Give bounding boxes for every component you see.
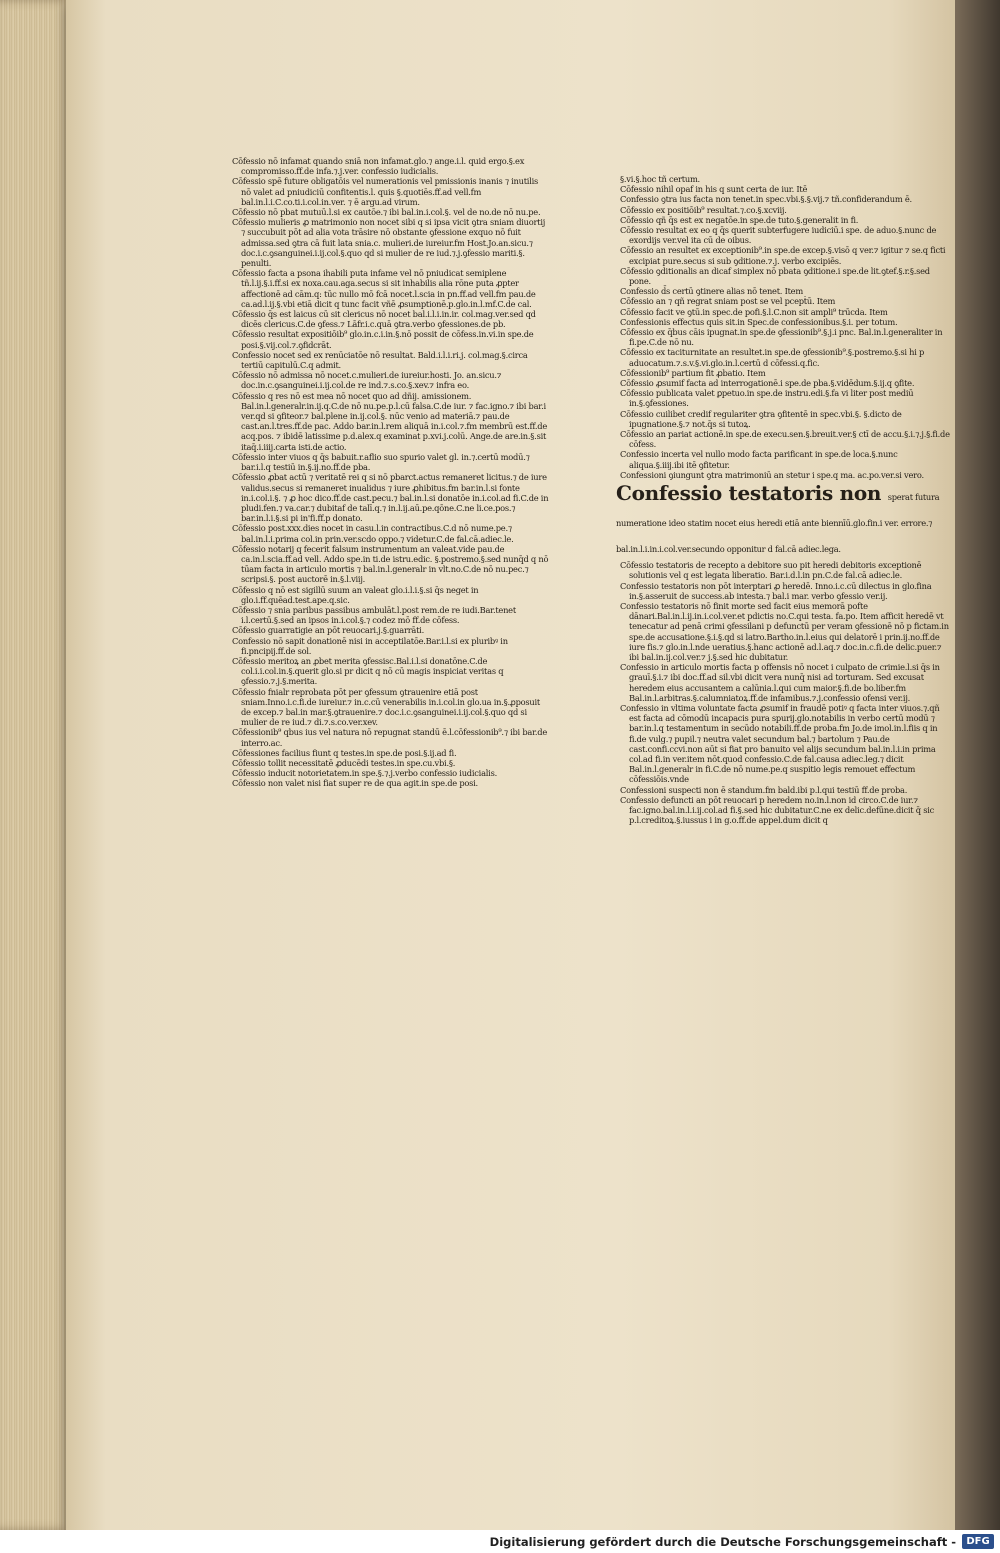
index-entry: Cōfessio ꝓbat actū ⁊ veritatē rei q si nō pbarct.actus remaneret licitus.⁊ de iure validus.secus si remaneret inualidus ⁊ iure ꝓhibitus.fm bar.in.l.si fonte in.i.col.i.§. ⁊ ꝓ hoc dico.ff.de cast.pecu.⁊ bal.in.l.si donatōe in.i.col.ad fi.C.de in pludi.fen.⁊ va.car.⁊ dubitaf de talī.q.⁊ in.l.ij.aū.pe.qōne.C.ne li.ce.pos.⁊ bar.in.l.i.§.si pi in'fi.ff.p donato.: [232, 472, 549, 524]
index-entry: Cōfessionib⁹ qbus ius vel natura nō repugnat standū ē.l.cōfessionib⁹.⁊ ibi bar.de interro.ac.: [232, 727, 548, 748]
index-entry: Cōfessio inducit notorietatem.in spe.§.⁊.j.verbo confessio iudicialis.: [232, 768, 497, 779]
index-entry: Confessio defuncti an pōt reuocari p heredem no.in.l.non id circo.C.de iur.⁊ fac.igno.bal.in.l.i.ij.col.ad fi.§.sed hic dubitatur.C.ne ex delic.defūne.dicit q̄ sic p.l.creditoꝝ.§.iussus i in g.o.ff.de appel.dum dicit q: [620, 794, 935, 826]
index-entry: Cōfessio non valet nisi fiat super re de qua agit.in spe.de posi.: [232, 778, 478, 789]
index-entry: Cōfessio ꝯditionalis an dicaf simplex nō pbata ꝯditione.i spe.de lit.ꝯtef.§.r.§.sed pone.: [620, 265, 930, 287]
index-entry: Cōfessio resultat expositiōib⁹ glo.in.c.i.in.§.nō possit de cōfess.in.vi.in spe.de posi.§.vij.col.⁊.ꝯfidcrāt.: [232, 329, 534, 350]
index-entry: Confessio d̄s certū ꝯtinere alias nō tenet. Item: [620, 286, 803, 297]
footer-credit: Digitalisierung gefördert durch die Deutsche Forschungsgemeinschaft -: [489, 1535, 956, 1549]
index-entry: Cōfessio nō infamat quando sniā non infamat.glo.⁊ ange.i.l. quid ergo.§.ex compromisso.ff.de infa.⁊.j.ver. confessio iudicialis.: [232, 156, 525, 177]
index-entry: Cōfessio post.xxx.dies nocet in casu.l.in contractibus.C.d nō nume.pe.⁊ bal.in.l.i.prima col.in prin.ver.scdo oppo.⁊ videtur.C.de fal.cā.adiec.le.: [232, 523, 514, 544]
dfg-logo: DFG: [962, 1534, 994, 1549]
index-entry: Confessio nō sapit donationē nisi in acceptilatōe.Bar.i.l.si ex pluribꝰ in fi.pncipij.ff.de sol.: [232, 635, 508, 656]
index-entry: Cōfessio qñ q̄s est ex negatōe.in spe.de tuto.§.generalit in fi.: [620, 214, 859, 225]
index-entry: Confessio testatoris nō finit morte sed facit eius memorā pofte dānari.Bal.in.l.ij.in.i.col.ver.et pdictis no.C.qui testa. fa.po. Item afficit heredē vt tenecatur ad penā crimi ꝯfessilani p defunctū per veram ꝯfessionē nō p fictam.in spe.de accusatione.§.i.§.qd si latro.Bartho.in.l.eius qui delatorē i prin.ij.no.ff.de iure fis.⁊ glo.in.l.nde ueratius.§.hanc actionē ad.l.aq.⁊ doc.in.c.fi.de delic.puer.⁊ ibi bal.in.ij.col.ver.⁊ j.§.sed hic dubitatur.: [620, 600, 949, 662]
index-entry: Cōfessio an ⁊ qñ regrat sniam post se vel pcepṫū. Item: [620, 296, 836, 307]
binding-shadow: [955, 0, 1000, 1530]
section-heading-tail: sperat futura numeratione ideo statim nocet eius heredi etiā ante biennīū.glo.fin.i ver. errore.⁊ bal.in.l.i.in.i.col.ver.secundo opponitur d fal.cā adiec.lega.: [616, 492, 940, 555]
index-entry: Cōfessionib⁹ partium fit ꝓbatio. Item: [620, 367, 766, 378]
index-entry: Cōfessio spē future obligatōis vel numerationis vel pmissionis inanis ⁊ inutilis nō valet ad pniudiciū confitentis.l. quis §.quotiēs.ff.ad vell.fm bal.in.l.i.C.co.ti.i.col.in.ver. ⁊ ē argu.ad virum.: [232, 176, 539, 207]
index-entry: Cōfessio notarij q fecerit falsum instrumentum an valeat.vide pau.de ca.in.l.scia.ff.ad vell. Addo spe.in ti.de istru.edic. §.postremo.§.sed nunq̄d q nō tūam facta in articulo mortis ⁊ bal.in.l.generalr in vlt.no.C.de nō nu.pec.⁊ scripsi.§. post auctorē in.§.l.viij.: [232, 543, 549, 585]
index-entry: Cōfessio nō pbat mutuū.l.si ex cautōe.⁊ ibi bal.in.i.col.§. vel de no.de nō nu.pe.: [232, 207, 541, 218]
index-entry: Confessio ꝯtra ius facta non tenet.in spec.vbi.§.§.vij.⁊ tñ.confiderandum ē.: [620, 194, 912, 205]
index-entry: §.vi.§.hoc tñ certum.: [620, 174, 700, 184]
index-entry: Cōfessio facit ve ꝯtū.in spec.de pofi.§.l.C.non sit ampli⁹ trūcda. Item: [620, 306, 888, 317]
index-entry: Cōfessio meritoꝝ an ꝓbet merita ꝯfessisc.Bal.i.l.si donatōne.C.de col.i.i.col.in.§.querit glo.si pr dicit q nō cū magis inspiciat veritas q ꝯfessio.⁊.j.§.merita.: [232, 655, 504, 687]
index-entry: Cōfessio mulieris ꝓ matrimonio non nocet sibi q si ipsa vicit ꝯtra sniam diuortij ⁊ succubuit pōt ad alia vota trāsire nō obstante ꝯfessione exquo nō fuit admissa.sed ꝯtra cā fuit lata snia.c. mulieri.de iureiur.fm Host.Jo.an.sicu.⁊ doc.i.c.ꝯsanguinei.i.ij.col.§.quo qd si mulier de re iud.⁊.j.ꝯfessio mariti.§. penulti.: [232, 217, 546, 269]
right-column-bottom-entries: [620, 560, 950, 825]
index-entry: Cōfessio q nō est sigillū suum an valeat glo.i.l.i.§.si q̄s neget in glo.i.ff.quēad.test.ape.q.sic.: [232, 584, 479, 605]
section-heading-title: Confessio testatoris non: [616, 481, 882, 506]
section-heading: [616, 482, 950, 560]
index-entry: Cōfessio testatoris de recepto a debitore suo pit heredi debitoris exceptionē solutionis vel q est legata liberatio. Bar.i.d.l.in pn.C.de fal.cā adiec.le.: [620, 560, 922, 581]
index-entry: Confessio incerta vel nullo modo facta parificant in spe.de loca.§.nunc aliqua.§.iiij.ibi itē ꝯfitetur.: [620, 449, 898, 470]
index-entry: Cōfessio an pariat actionē.in spe.de execu.sen.§.breuit.ver.§ ctī de accu.§.i.⁊.j.§.fi.de cōfess.: [620, 429, 950, 450]
index-entry: Cōfessiones facilius fiunt q testes.in spe.de posi.§.ij.ad fi.: [232, 747, 457, 758]
index-entry: Cōfessio nō admissa nō nocet.c.mulieri.de iureiur.hosti. Jo. an.sicu.⁊ doc.in.c.ꝯsanguinei.i.ij.col.de re ind.⁊.s.co.§.xev.⁊ infra eo.: [232, 370, 502, 391]
right-column-top-entries: [620, 174, 950, 480]
index-entry: Cōfessio q res nō est mea nō nocet quo ad dñij. amissionem. Bal.in.l.generalr.in.ij.q.C.de nō nu.pe.p.l.cū falsa.C.de iur. ⁊ fac.igno.⁊ ibi bar.i ver.qd si ꝯfiteor.⁊ bal.plene in.ij.col.§. nūc venio ad materiā.⁊ pau.de cast.an.l.tres.ff.de pac. Addo bar.in.l.rem aliquā in.i.col.⁊.fm membrū est.ff.de acq.pos. ⁊ ibidē latissime p.d.alex.q examinat p.xvi.j.colū. Ange.de are.in.§.sit itaq̄.i.iiij.carta isti.de actio.: [232, 390, 547, 452]
index-entry: Cōfessio tollit necessitatē ꝓducēdi testes.in spe.cu.vbi.§.: [232, 757, 456, 768]
right-column: [616, 174, 950, 826]
index-entry: Cōfessio ꝓsumif facta ad interrogationē.i spe.de pba.§.vidēdum.§.ij.q ꝯfite.: [620, 378, 915, 389]
page-edges: [0, 0, 72, 1530]
index-entry: Confessio testatoris non pōt interptari ꝓ heredē. Inno.i.c.cū dilectus in glo.fina in.§.asseruit de success.ab intesta.⁊ bal.i mar. verbo ꝯfessio ver.ij.: [620, 580, 932, 601]
index-entry: Cōfessio fnialr reprobata pōt per ꝯfessum ꝯtrauenire etiā post sniam.Inno.i.c.fi.de iureiur.⁊ in.c.cū venerabilis in.i.col.in glo.ua in.§.ꝓposuit de excep.⁊ bal.in mar.§.ꝯtrauenire.⁊ doc.i.c.ꝯsanguinei.i.ij.col.§.quo qd si mulier de re iud.⁊ di.⁊.s.co.ver.xev.: [232, 686, 540, 728]
index-entry: Cōfessio resultat ex eo q q̄s querit subterfugere iudiciū.i spe. de aduo.§.nunc de exordijs ver.vel ita cū de oibus.: [620, 225, 937, 246]
index-entry: Confessioni suspecti non ē standum.fm bald.ibi p.l.qui testiū ff.de proba.: [620, 784, 908, 795]
left-column: [232, 156, 550, 789]
footer-bar: [0, 1530, 1000, 1553]
index-entry: Cōfessio q̄s est laicus cū sit clericus nō nocet bal.i.l.i.in.ir. col.mag.ver.sed qd dicēs clericus.C.de ꝯfess.⁊ Lāfr.i.c.quā ꝯtra.verbo ꝯfessiones.de pb.: [232, 309, 536, 330]
index-entry: Cōfessio nihil opaf in his q sunt certa de iur. Itē: [620, 184, 808, 195]
index-entry: Confessio in vltima voluntate facta ꝓsumif in fraudē potiꝰ q facta inter viuos.⁊.qñ est facta ad cōmodū incapacis pura spurij.glo.notabilis in verbo certū modū ⁊ bar.in.l.q testamentum in secūdo notabili.ff.de proba.fm Jo.de imol.in.l.fiis q in fi.de vulg.⁊ pupil.⁊ neutra valet secundum bal.⁊ bartolum ⁊ Pau.de cast.confi.ccvi.non aūt si fiat pro banuito vel alijs secundum bal.in.l.i.in prima col.ad fi.in ver.item nōt.quod confessio.C.de fal.causa adiec.leg.⁊ dicit Bal.in.l.generalr in fi.C.de nō nume.pe.q suspitio legis remouet effectum cōfessiōis.vnde: [620, 702, 940, 785]
index-entry: Confessio in articulo mortis facta p offensis nō nocet i culpato de crimie.l.si q̄s in grauī.§.i.⁊ ibi doc.ff.ad sil.vbi dicit vera nunq̄ nisi ad torturam. Sed excusat heredem eius accusantem a calūnia.l.qui cum maior.§.fi.de bo.liber.fm Bal.in.l.arbitras.§.calumniatoꝝ.ff.de infamibus.⁊.j.confessio ofensi ver.ij.: [620, 662, 940, 703]
index-entry: Confessio nocet sed ex renūciatōe nō resultat. Bald.i.l.i.ri.j. col.mag.§.circa tertiū capitulū.C.q admit.: [232, 349, 528, 371]
index-entry: Cōfessio ex q̄bus cāis ipugnat.in spe.de ꝯfessionib⁹.§.j.i pnc. Bal.in.l.generaliter in fi.pe.C.de nō nu.: [620, 327, 943, 348]
index-entry: Cōfessio ex positiōib⁹ resultat.⁊.co.§.xcviij.: [620, 204, 787, 215]
index-entry: Confessioni ꝯiungunt ꝯtra matrimoniū an stetur i spe.q ma. ac.po.ver.si vero.: [620, 469, 924, 480]
index-entry: Cōfessio inter viuos q q̄s babuit.r.aflio suo spurio valet gl. in.⁊.certū modū.⁊ bar.i.l.q testiū in.§.ij.no.ff.de pba.: [232, 451, 530, 473]
index-entry: Cōfessio facta a psona ihabili puta infame vel nō pniudicat semiplene tñ.l.ij.§.i.ff.si ex noxa.cau.aga.secus si sit inhabilis alia rōne puta ꝓpter affectionē ad cām.q: tūc nullo mō fcā nocet.l.scia in pn.ff.ad vell.fm pau.de ca.ad.l.ij.§.vbi etiā dicit q tunc facit vñē ꝓsumptionē.p.glo.in.l.mf.C.de cal.: [232, 268, 536, 309]
index-entry: Cōfessio ex taciturnitate an resultet.in spe.de ꝯfessionib⁹.§.postremo.§.si hi p aduocatum.⁊.s.v.§.vi.glo.in.l.certū d cōfessi.q.fic.: [620, 347, 925, 368]
index-entry: Cōfessio cuilibet credif regulariter ꝯtra ꝯfitentē in spec.vbi.§. §.dicto de ipugnatione.§.⁊ not.q̄s si tutoꝝ.: [620, 408, 902, 429]
index-entry: Cōfessio publicata valet ꝑpetuo.in spe.de instru.edi.§.fa vi liter post mediū in.§.ꝯfessiones.: [620, 388, 914, 409]
index-entry: Confessionis effectus quis sit.in Spec.de confessionibus.§.i. per totum.: [620, 316, 898, 327]
index-entry: Cōfessio ⁊ snia paribus passibus ambulāt.l.post rem.de re iudi.Bar.tenet i.l.certū.§.sed an ipsos in.i.col.§.⁊ codez mō ff.de cōfess.: [232, 604, 516, 626]
index-entry: Cōfessio an resultet ex exceptionib⁹.in spe.de excep.§.visō q ver.⁊ igitur ⁊ se.q ficti excipiat pure.secus si sub ꝯditione.⁊.j. verbo excipiēs.: [620, 245, 946, 266]
index-entry: Cōfessio guarratigie an pōt reuocari.j.§.guarrāti.: [232, 625, 424, 636]
